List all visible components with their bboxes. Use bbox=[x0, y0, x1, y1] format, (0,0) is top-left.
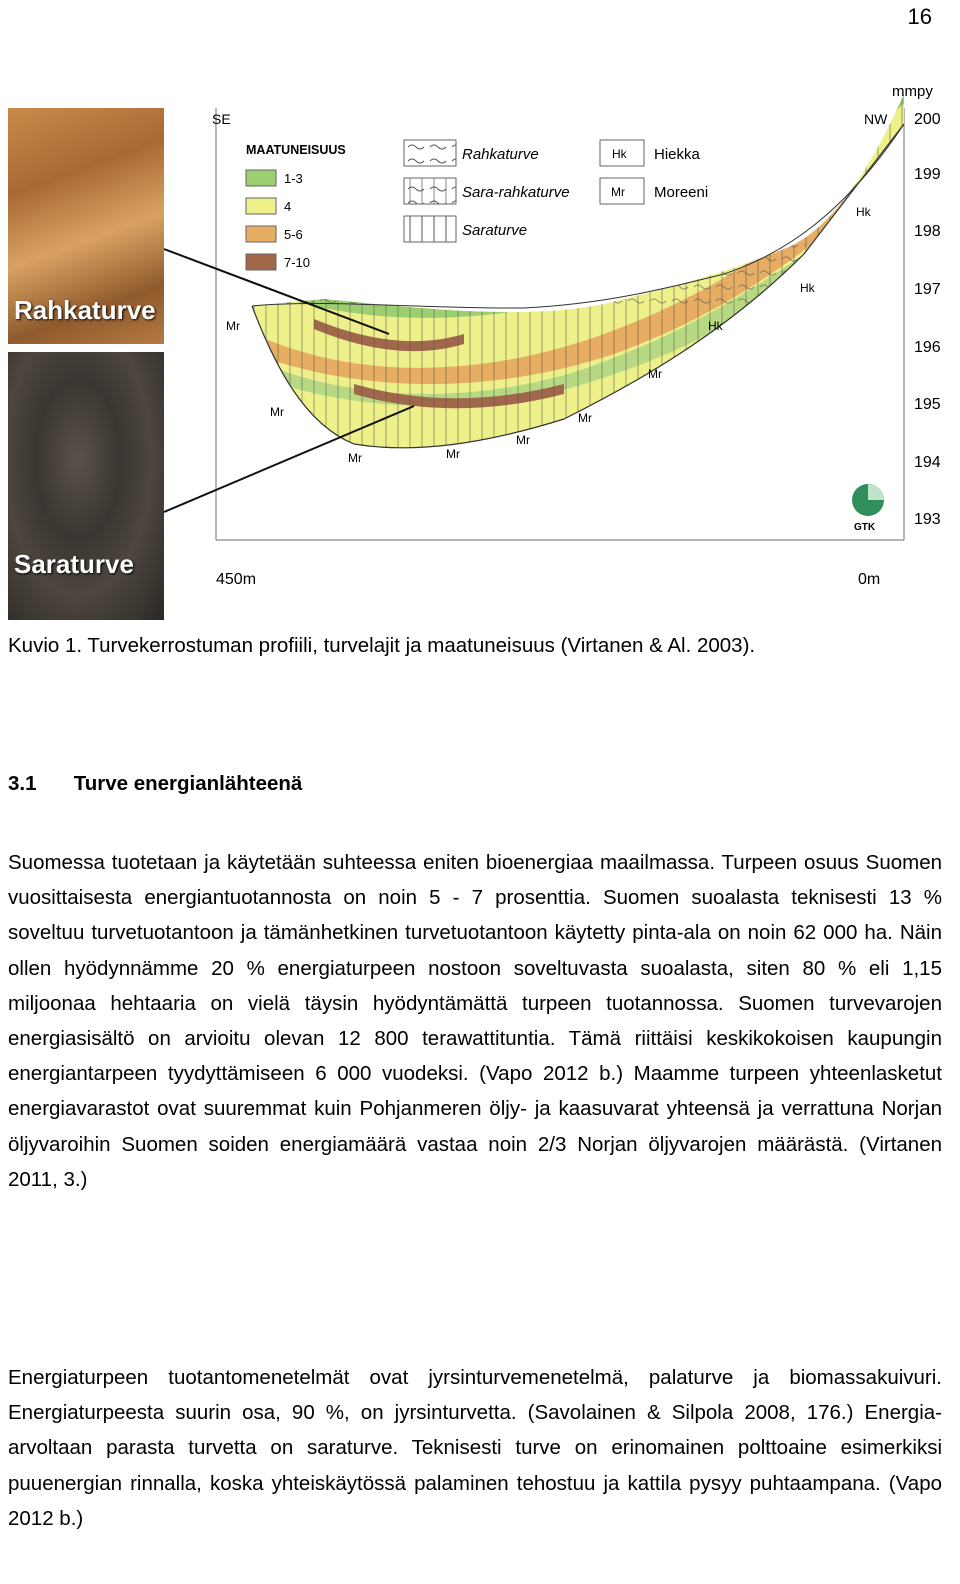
soil-label-hk: Hk bbox=[800, 281, 815, 295]
soil-legend bbox=[600, 140, 708, 204]
soil-label-mr: Mr bbox=[226, 319, 240, 333]
soil-label-mr: Mr bbox=[348, 451, 362, 465]
soil-label-mr: Mr bbox=[270, 405, 284, 419]
peat-type-label: Rahkaturve bbox=[462, 146, 539, 163]
elevation-tick: 193 bbox=[914, 511, 941, 528]
elevation-tick: 199 bbox=[914, 166, 941, 183]
soil-label-hk: Hk bbox=[708, 319, 723, 333]
peat-profile-figure bbox=[8, 84, 952, 624]
humification-legend bbox=[246, 143, 346, 270]
elevation-tick: 196 bbox=[914, 339, 941, 356]
legend-swatch-5-6 bbox=[246, 226, 276, 242]
saraturve-photo bbox=[8, 352, 164, 620]
legend-label: 7-10 bbox=[284, 255, 311, 270]
direction-nw: NW bbox=[864, 111, 888, 127]
direction-se: SE bbox=[212, 111, 231, 127]
page-number: 16 bbox=[907, 4, 932, 29]
gtk-logo-segment bbox=[868, 484, 884, 500]
elevation-tick: 198 bbox=[914, 223, 941, 240]
sara-rahkaturve-swatch-lines bbox=[404, 178, 456, 204]
distance-left-label: 450m bbox=[216, 571, 257, 588]
soil-label: Moreeni bbox=[654, 184, 709, 201]
legend-label: 5-6 bbox=[284, 227, 303, 242]
gtk-logo-text: GTK bbox=[854, 522, 876, 533]
distance-right-label: 0m bbox=[858, 571, 881, 588]
section-title: Turve energianlähteenä bbox=[73, 772, 303, 795]
legend-swatch-1-3 bbox=[246, 170, 276, 186]
legend-label: 4 bbox=[284, 199, 292, 214]
peat-type-legend bbox=[404, 140, 570, 242]
body-paragraph: Energiaturpeen tuotantomenetelmät ovat jyrsinturvemenetelmä, palaturve ja biomassakuivuri. Energiaturpeesta suurin osa, 90 %, on jyrsinturvetta. (Savolainen & Silpola 2008, 176.) Energia-arvoltaan parasta turvetta on saraturve. Teknisesti turve on erinomainen polttoaine esimerkiksi puuenergian rinnalla, koska yhteiskäytössä palaminen tehostuu ja kattila pysyy puhtaampana. (Vapo 2012 b.) bbox=[8, 1366, 942, 1530]
figure-caption: Kuvio 1. Turvekerrostuman profiili, turvelajit ja maatuneisuus (Virtanen & Al. 2003). bbox=[8, 634, 756, 657]
legend-swatch-7-10 bbox=[246, 254, 276, 270]
saraturve-swatch bbox=[404, 216, 456, 242]
soil-label-hk: Hk bbox=[856, 205, 871, 219]
soil-label-mr: Mr bbox=[578, 411, 592, 425]
soil-label-mr: Mr bbox=[648, 367, 662, 381]
peat-type-label: Saraturve bbox=[462, 222, 528, 239]
soil-code: Mr bbox=[611, 185, 625, 199]
legend-title: MAATUNEISUUS bbox=[246, 143, 346, 157]
soil-code: Hk bbox=[612, 147, 627, 161]
saraturve-leader-line bbox=[164, 406, 414, 512]
section-heading bbox=[8, 772, 302, 796]
soil-label-mr: Mr bbox=[516, 433, 530, 447]
elevation-tick: 194 bbox=[914, 454, 941, 471]
elevation-tick: 200 bbox=[914, 111, 941, 128]
legend-swatch-4 bbox=[246, 198, 276, 214]
soil-label: Hiekka bbox=[654, 146, 700, 163]
rahkaturve-swatch bbox=[404, 140, 456, 166]
elevation-axis bbox=[914, 111, 941, 528]
section-number: 3.1 bbox=[8, 772, 37, 795]
rahkaturve-photo-label: Rahkaturve bbox=[14, 295, 156, 325]
peat-type-label: Sara-rahkaturve bbox=[462, 184, 570, 201]
body-paragraph: Suomessa tuotetaan ja käytetään suhteessa eniten bioenergiaa maailmassa. Turpeen osuus Suomen vuosittaisesta energiantuotannosta on noin 5 - 7 prosenttia. Suomen suoalasta teknisesti 13 % soveltuu turvetuotantoon ja tämänhetkinen turvetuotantoon käytetty pinta-ala on noin 62 000 ha. Näin ollen hyödynnämme 20 % energiaturpeen nostoon soveltuvasta suoalasta, siten 80 % eli 1,15 miljoonaa hehtaaria on vielä täysin hyödyntämättä turpeen tuotannossa. Suomen turvevarojen energiasisältö on arvioitu olevan 12 800 terawattituntia. Tämä riittäisi keskikokoisen kaupungin energiantarpeen tyydyttämiseen 6 000 vuodeksi. (Vapo 2012 b.) Maamme turpeen yhteenlasketut energiavarastot ovat suuremmat kuin Pohjanmeren öljy- ja kaasuvarat yhteensä ja verrattuna Norjan öljyvaroihin Suomen soiden energiamäärä vastaa noin 2/3 Norjan öljyvarojen määrästä. (Virtanen 2011, 3.) bbox=[8, 851, 942, 1191]
peat-profile-diagram bbox=[164, 84, 952, 624]
legend-label: 1-3 bbox=[284, 171, 303, 186]
soil-label-mr: Mr bbox=[446, 447, 460, 461]
unit-label: mmpy bbox=[892, 84, 933, 100]
rahkaturve-photo bbox=[8, 108, 164, 344]
elevation-tick: 197 bbox=[914, 281, 941, 298]
saraturve-photo-label: Saraturve bbox=[14, 549, 134, 579]
elevation-tick: 195 bbox=[914, 396, 941, 413]
gtk-logo bbox=[852, 484, 884, 533]
